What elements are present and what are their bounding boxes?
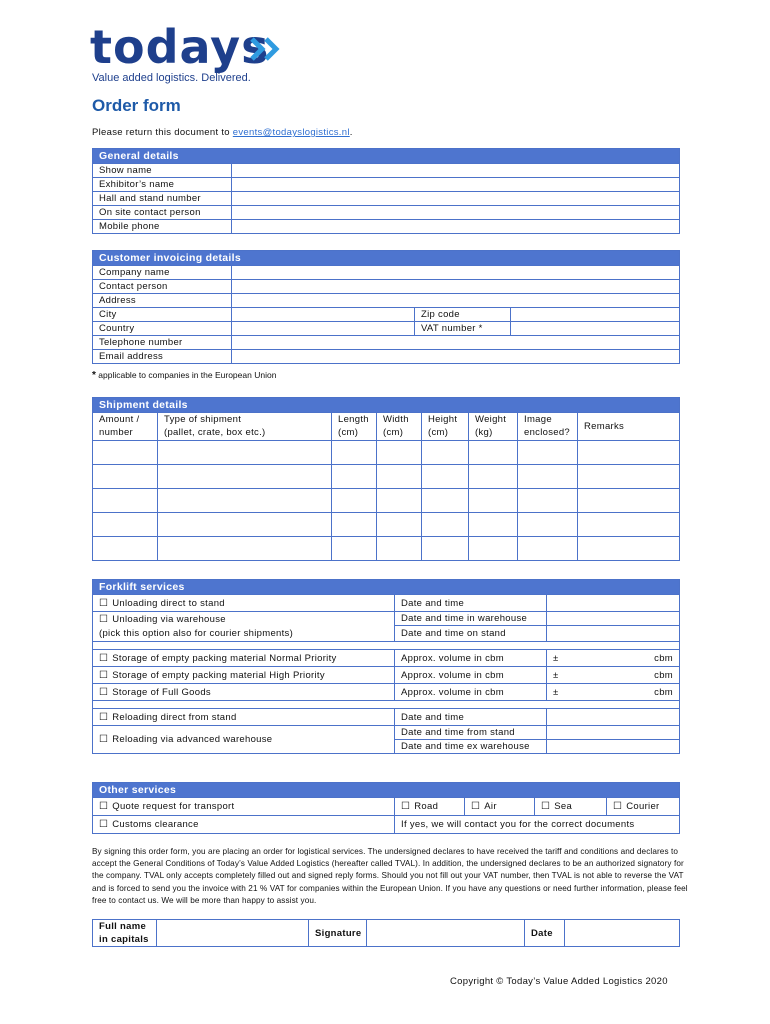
field-label: Full name in capitals	[93, 920, 157, 947]
road-checkbox[interactable]: ☐ Road	[395, 798, 465, 816]
field-label: On site contact person	[93, 206, 232, 220]
zip-input[interactable]	[511, 308, 680, 322]
section-header: Shipment details	[93, 398, 680, 413]
general-details-table	[92, 148, 680, 234]
reload-direct-checkbox[interactable]: ☐ Reloading direct from stand	[93, 709, 395, 726]
date-input[interactable]	[547, 709, 680, 726]
date-input[interactable]	[547, 612, 680, 626]
field-label: Email address	[93, 350, 232, 364]
page-title: Order form	[92, 96, 181, 115]
table-row[interactable]	[93, 489, 680, 513]
email-link[interactable]: events@todayslogistics.nl	[232, 127, 350, 138]
other-services-table	[92, 782, 680, 834]
field-label: Date and time on stand	[395, 626, 547, 642]
company-name-input[interactable]	[232, 266, 680, 280]
storage-high-checkbox[interactable]: ☐ Storage of empty packing material High Priority	[93, 667, 395, 684]
column-header: Image enclosed?	[518, 413, 578, 441]
field-label: Mobile phone	[93, 220, 232, 234]
table-row[interactable]	[93, 465, 680, 489]
field-label: Address	[93, 294, 232, 308]
field-label: Date and time from stand	[395, 726, 547, 740]
volume-input[interactable]: ± cbm	[547, 667, 680, 684]
vat-footnote: * applicable to companies in the European Union	[92, 370, 277, 381]
quote-transport-checkbox[interactable]: ☐ Quote request for transport	[93, 798, 395, 816]
table-row[interactable]	[93, 513, 680, 537]
column-header: Remarks	[578, 413, 680, 441]
contact-person-input[interactable]	[232, 206, 680, 220]
section-header: Other services	[93, 783, 680, 798]
field-label: City	[93, 308, 232, 322]
city-input[interactable]	[232, 308, 415, 322]
field-label: Date and time ex warehouse	[395, 740, 547, 754]
section-header: Forklift services	[93, 580, 680, 595]
section-header: Customer invoicing details	[93, 251, 680, 266]
address-input[interactable]	[232, 294, 680, 308]
date-input[interactable]	[547, 740, 680, 754]
intro-text: Please return this document to events@todayslogistics.nl.	[92, 127, 353, 138]
date-input[interactable]	[565, 920, 680, 947]
volume-input[interactable]: ± cbm	[547, 650, 680, 667]
tagline: Value added logistics. Delivered.	[92, 72, 251, 84]
country-input[interactable]	[232, 322, 415, 336]
field-label: Company name	[93, 266, 232, 280]
courier-checkbox[interactable]: ☐ Courier	[607, 798, 680, 816]
field-label: Signature	[309, 920, 367, 947]
table-row[interactable]	[93, 441, 680, 465]
field-label: Contact person	[93, 280, 232, 294]
exhibitor-name-input[interactable]	[232, 178, 680, 192]
column-header: Weight (kg)	[469, 413, 518, 441]
field-label: Hall and stand number	[93, 192, 232, 206]
logo: todays	[90, 20, 270, 74]
air-checkbox[interactable]: ☐ Air	[465, 798, 535, 816]
chevron-logo-icon	[248, 34, 282, 64]
copyright: Copyright © Today’s Value Added Logistics 2020	[450, 976, 668, 987]
reload-advanced-checkbox[interactable]: ☐ Reloading via advanced warehouse	[93, 726, 395, 754]
field-label: Approx. volume in cbm	[395, 684, 547, 701]
terms-paragraph: By signing this order form, you are placing an order for logistical services. The undersigned declares to have received the tariff and conditions and declares to accept the General Conditions of Today’s Value Added Logistics (hereafter called TVAL). In addition, the undersigned declares to be an authorized signatory for the company. TVAL only accepts completely filled out and signed reply forms. Should you not fill out your VAT number, then TVAL is not able to reverse the VAT and is forced to send you the invoice with 21 % VAT for companies within the European Union. If you have any questions or need further information, please feel free to contact us. We will be more than happy to assist you.	[92, 847, 688, 905]
field-label: Date and time	[395, 709, 547, 726]
shipment-table	[92, 397, 680, 561]
vat-input[interactable]	[511, 322, 680, 336]
field-label: Show name	[93, 164, 232, 178]
telephone-input[interactable]	[232, 336, 680, 350]
column-header: Type of shipment (pallet, crate, box etc.)	[158, 413, 332, 441]
sea-checkbox[interactable]: ☐ Sea	[535, 798, 607, 816]
column-header: Length (cm)	[332, 413, 377, 441]
volume-input[interactable]: ± cbm	[547, 684, 680, 701]
storage-full-checkbox[interactable]: ☐ Storage of Full Goods	[93, 684, 395, 701]
invoicing-table	[92, 250, 680, 364]
field-label: Approx. volume in cbm	[395, 650, 547, 667]
contact-person-input[interactable]	[232, 280, 680, 294]
column-header: Amount / number	[93, 413, 158, 441]
customs-note: If yes, we will contact you for the correct documents	[395, 816, 680, 834]
field-label: VAT number *	[415, 322, 511, 336]
signature-table	[92, 919, 680, 947]
field-label: Country	[93, 322, 232, 336]
section-header: General details	[93, 149, 680, 164]
forklift-table	[92, 579, 680, 754]
date-input[interactable]	[547, 726, 680, 740]
field-label: Date and time	[395, 595, 547, 612]
column-header: Height (cm)	[422, 413, 469, 441]
unload-warehouse-checkbox[interactable]: ☐ Unloading via warehouse (pick this option also for courier shipments)	[93, 612, 395, 642]
hall-stand-input[interactable]	[232, 192, 680, 206]
full-name-input[interactable]	[157, 920, 309, 947]
field-label: Zip code	[415, 308, 511, 322]
email-input[interactable]	[232, 350, 680, 364]
date-input[interactable]	[547, 626, 680, 642]
unload-direct-checkbox[interactable]: ☐ Unloading direct to stand	[93, 595, 395, 612]
signature-input[interactable]	[367, 920, 525, 947]
field-label: Telephone number	[93, 336, 232, 350]
field-label: Approx. volume in cbm	[395, 667, 547, 684]
table-row[interactable]	[93, 537, 680, 561]
date-input[interactable]	[547, 595, 680, 612]
storage-normal-checkbox[interactable]: ☐ Storage of empty packing material Normal Priority	[93, 650, 395, 667]
column-header: Width (cm)	[377, 413, 422, 441]
field-label: Date	[525, 920, 565, 947]
field-label: Exhibitor’s name	[93, 178, 232, 192]
field-label: Date and time in warehouse	[395, 612, 547, 626]
mobile-phone-input[interactable]	[232, 220, 680, 234]
customs-checkbox[interactable]: ☐ Customs clearance	[93, 816, 395, 834]
show-name-input[interactable]	[232, 164, 680, 178]
